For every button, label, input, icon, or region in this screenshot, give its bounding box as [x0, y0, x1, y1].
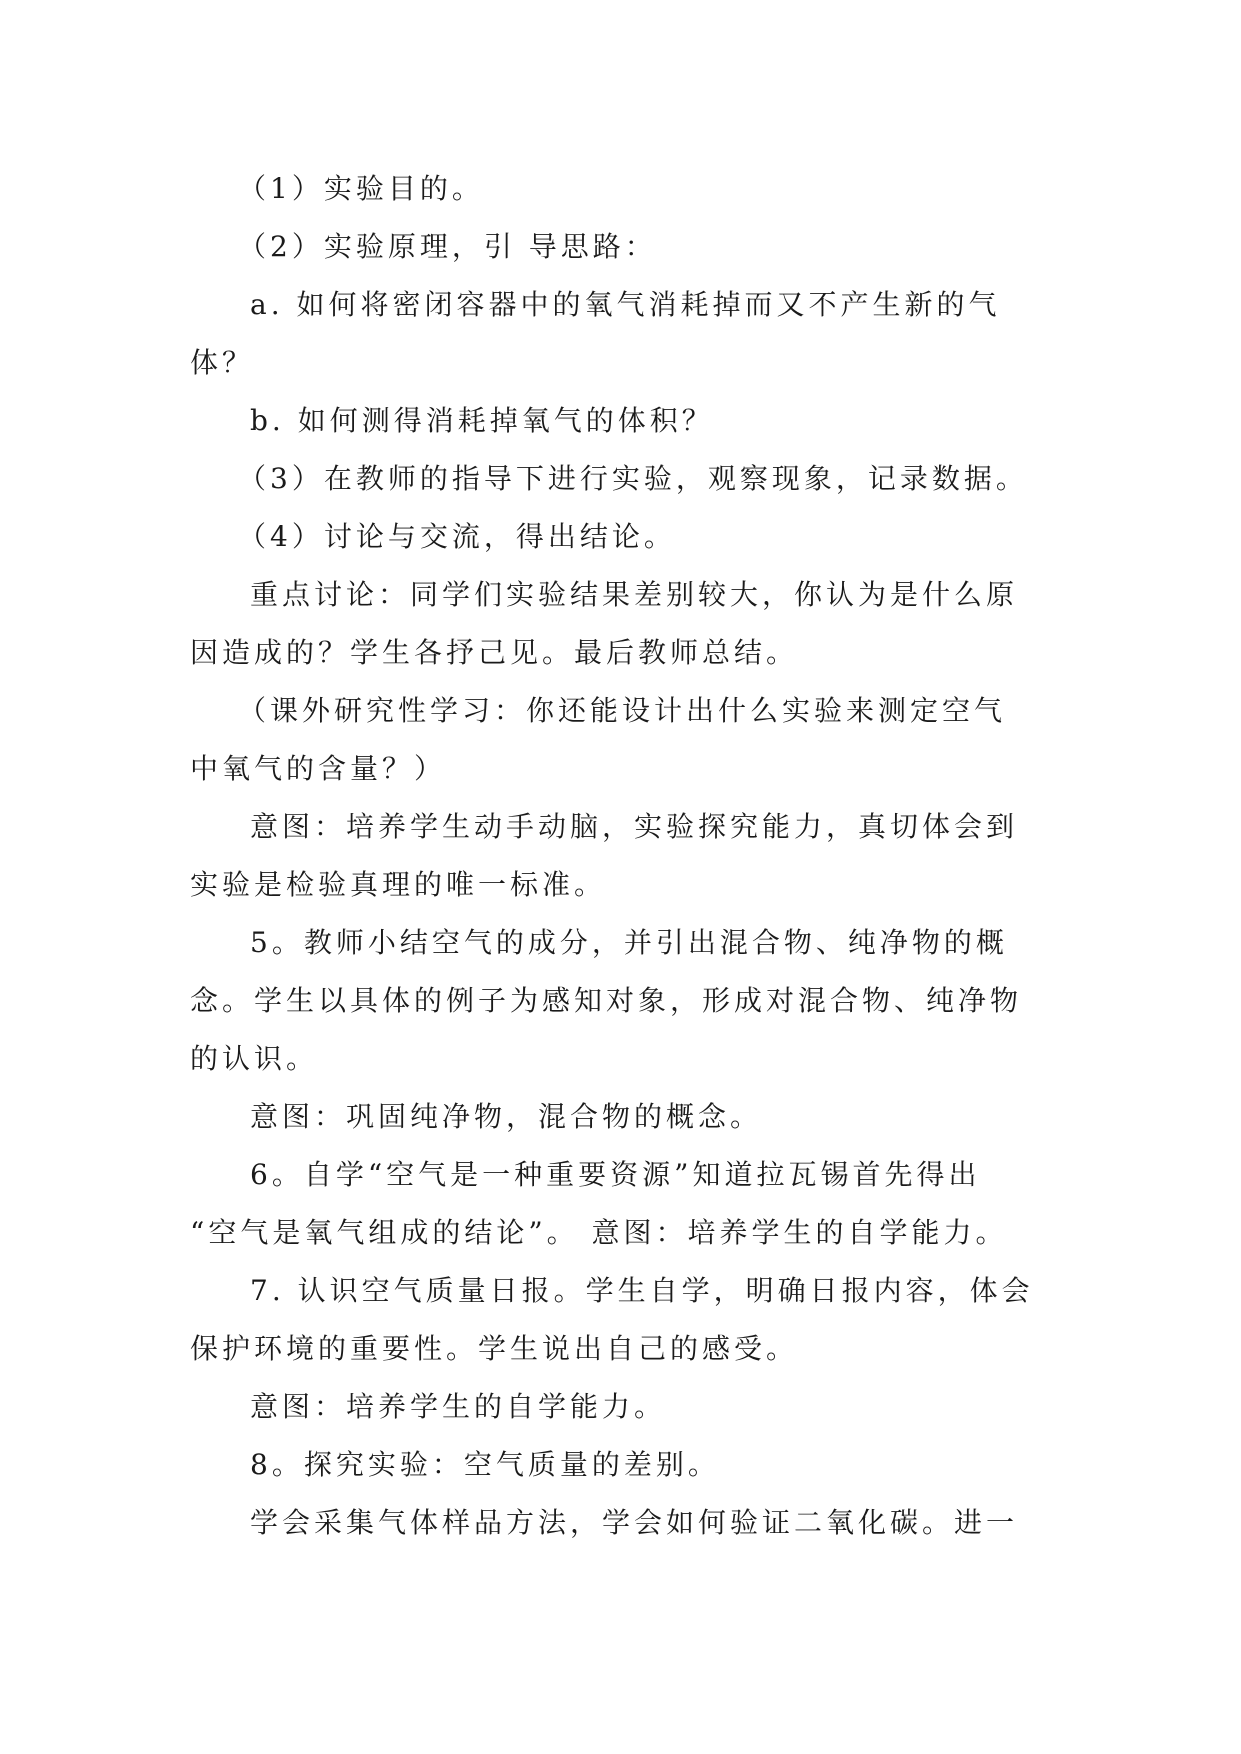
paragraph-line: 意图：巩固纯净物，混合物的概念。: [250, 1100, 763, 1133]
paragraph-line: 中氧气的含量？）: [190, 752, 447, 785]
paragraph-line: （4）讨论与交流，得出结论。: [238, 520, 676, 553]
paragraph-line: 8。探究实验：空气质量的差别。: [250, 1448, 720, 1481]
paragraph-line: 5。教师小结空气的成分，并引出混合物、纯净物的概: [250, 926, 1008, 959]
paragraph-line: （1）实验目的。: [238, 172, 484, 205]
paragraph-line: （课外研究性学习：你还能设计出什么实验来测定空气: [238, 694, 1007, 727]
paragraph-line: 体？: [190, 346, 255, 379]
paragraph-line: 因造成的？学生各抒己见。最后教师总结。: [190, 636, 799, 669]
paragraph-line: 念。学生以具体的例子为感知对象，形成对混合物、纯净物: [190, 984, 1023, 1017]
document-body: [190, 160, 1050, 1552]
paragraph-line: 重点讨论：同学们实验结果差别较大，你认为是什么原: [250, 578, 1019, 611]
paragraph-line: 意图：培养学生动手动脑，实验探究能力，真切体会到: [250, 810, 1019, 843]
paragraph-line: a. 如何将密闭容器中的氧气消耗掉而又不产生新的气: [250, 288, 1001, 321]
paragraph-line: b. 如何测得消耗掉氧气的体积？: [250, 404, 714, 437]
paragraph-line: （2）实验原理，引 导思路：: [238, 230, 657, 263]
paragraph-line: 意图：培养学生的自学能力。: [250, 1390, 667, 1423]
paragraph-line: 实验是检验真理的唯一标准。: [190, 868, 607, 901]
paragraph-line: “空气是氧气组成的结论”。 意图：培养学生的自学能力。: [190, 1216, 1008, 1249]
paragraph-line: 7. 认识空气质量日报。学生自学，明确日报内容，体会: [250, 1274, 1034, 1307]
paragraph-line: 学会采集气体样品方法，学会如何验证二氧化碳。进一: [250, 1506, 1019, 1539]
paragraph-line: 的认识。: [190, 1042, 319, 1075]
paragraph-line: 6。自学“空气是一种重要资源”知道拉瓦锡首先得出: [250, 1158, 981, 1191]
paragraph-line: （3）在教师的指导下进行实验，观察现象，记录数据。: [238, 462, 1028, 495]
paragraph-line: 保护环境的重要性。学生说出自己的感受。: [190, 1332, 799, 1365]
